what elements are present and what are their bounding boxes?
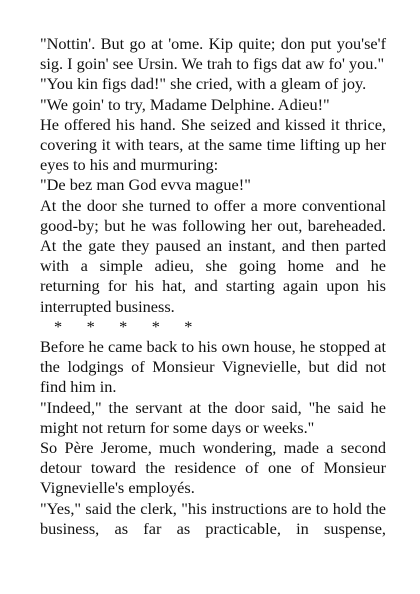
paragraph-3: "We goin' to try, Madame Delphine. Adieu!" — [40, 94, 330, 114]
paragraph-10: "Yes," said the clerk, "his instructions are to hold the business, as far as practicable, in suspense, — [40, 498, 386, 538]
paragraph-5: "De bez man God evva mague!" — [40, 175, 251, 195]
section-break-asterisks: * * * * * — [54, 316, 193, 336]
paragraph-2: "You kin figs dad!" she cried, with a gleam of joy. — [40, 74, 367, 94]
paragraph-8: "Indeed," the servant at the door said, "he said he might not return for some days or weeks." — [40, 397, 386, 437]
book-page — [40, 34, 386, 539]
paragraph-4: He offered his hand. She seized and kissed it thrice, covering it with tears, at the same time lifting up her eyes to his and murmuring: — [40, 114, 386, 175]
paragraph-7: Before he came back to his own house, he stopped at the lodgings of Monsieur Vignevielle, but did not find him in. — [40, 337, 386, 397]
paragraph-1: "Nottin'. But go at 'ome. Kip quite; don put you'se'f sig. I goin' see Ursin. We trah to figs dat aw fo' you." — [40, 34, 386, 74]
paragraph-6: At the door she turned to offer a more conventional good-by; but he was following her out, bareheaded. At the gate they paused an instant, and then parted with a simple adieu, she going home and he returning for his hat, and starting again upon his interrupted business. — [40, 195, 386, 316]
paragraph-9: So Père Jerome, much wondering, made a second detour toward the residence of one of Monsieur Vignevielle's employés. — [40, 438, 386, 498]
